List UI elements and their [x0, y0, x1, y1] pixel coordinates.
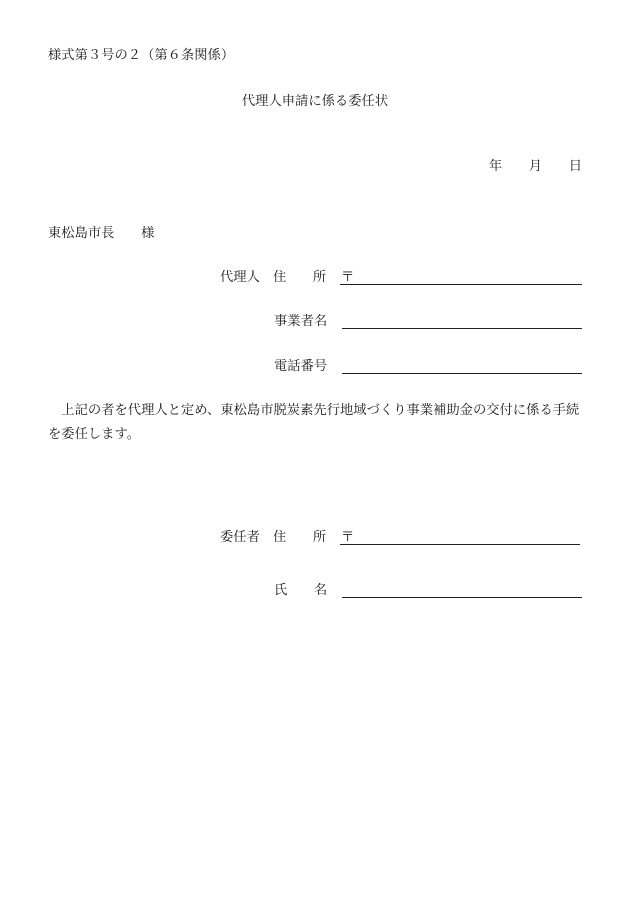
agent-business-name-label: 事業者名	[274, 313, 328, 328]
delegator-name-label: 氏 名	[274, 582, 328, 597]
statement-line: 上記の者を代理人と定め、東松島市脱炭素先行地域づくり事業補助金の交付に係る手続	[61, 402, 580, 417]
document-title: 代理人申請に係る委任状	[241, 93, 389, 108]
addressee: 東松島市長 様	[48, 225, 155, 240]
agent-business-name-field	[342, 313, 582, 329]
delegator-address-label: 住 所	[273, 529, 327, 544]
delegator-role-label: 委任者	[220, 529, 260, 544]
agent-address-field	[340, 269, 582, 285]
agent-address-label: 住 所	[273, 269, 327, 284]
delegator-address-field	[340, 529, 580, 545]
form-number: 様式第３号の２（第６条関係）	[48, 47, 235, 62]
delegator-name-field	[342, 582, 582, 598]
agent-postal-mark: 〒	[341, 269, 355, 284]
agent-phone-field	[342, 358, 582, 374]
date-line: 年 月 日	[488, 158, 582, 173]
delegator-postal-mark: 〒	[341, 529, 355, 544]
statement-line: を委任します。	[48, 426, 141, 441]
agent-phone-label: 電話番号	[274, 358, 328, 373]
agent-role-label: 代理人	[220, 269, 260, 284]
